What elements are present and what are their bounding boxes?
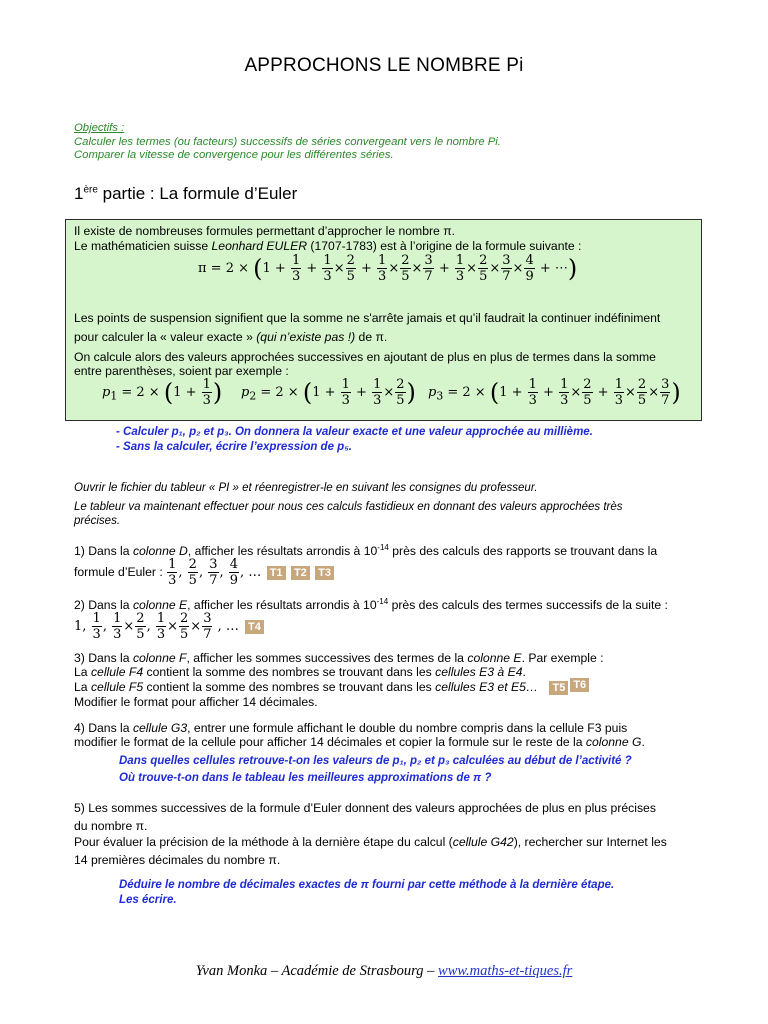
cell: cellule G42	[452, 835, 514, 849]
fraction: $\frac{1}{3}$	[323, 253, 332, 284]
tag-t3[interactable]: T3	[315, 566, 334, 580]
step3-line-4: Modifier le format pour afficher 14 décimales.	[74, 695, 318, 709]
step2-line-1	[74, 597, 668, 612]
step3-line-1	[74, 651, 604, 665]
cell: cellule G3	[132, 721, 188, 735]
part-heading	[74, 184, 297, 204]
ellipsis: , …	[240, 565, 262, 580]
t: La	[74, 665, 91, 679]
t: , afficher les sommes successives des termes de la	[186, 651, 468, 665]
step5-line-4: 14 premières décimales du nombre π.	[74, 853, 281, 867]
step3-line-2	[74, 665, 526, 679]
footer-link[interactable]: www.maths-et-tiques.fr	[438, 963, 573, 979]
p3-formula: $p_3 = 2 \times (1$ + $\frac{1}{3}$ + $\frac{1}{3}$ × $\frac{2}{5}$ + $\frac{1}{3}$ × $\frac{2}{5}$ × $\frac{3}{7}$ )	[428, 377, 681, 408]
step4-question-1: Dans quelles cellules retrouve-t-on les valeurs de p₁, p₂ et p₃ calculées au début de l’activité ?	[119, 755, 632, 767]
page-title: APPROCHONS LE NOMBRE Pi	[244, 55, 524, 76]
susp-line-2	[74, 330, 387, 344]
paren-open: (	[253, 254, 263, 283]
tableur-line-1: Le tableur va maintenant effectuer pour nous ces calculs fastidieux en donnant des valeurs approchées très	[74, 501, 623, 513]
t: 1) Dans la	[74, 544, 133, 559]
step5-question-1: Déduire le nombre de décimales exactes de π fourni par cette méthode à la dernière étape.	[119, 879, 615, 891]
step5-line-2: du nombre π.	[74, 819, 148, 833]
susp2-b: de π.	[355, 330, 388, 344]
t: Pour évaluer la précision de la méthode à la dernière étape du calcul (	[74, 835, 453, 849]
tag-t4[interactable]: T4	[245, 620, 264, 634]
t: . Par exemple :	[521, 651, 604, 665]
col: colonne E	[132, 598, 188, 613]
approx-line-2: entre parenthèses, soient par exemple :	[74, 364, 289, 378]
approx-line-1: On calcule alors des valeurs approchées successives en ajoutant de plus en plus de termes dans la somme	[74, 350, 656, 364]
ratio: $\frac{1}{3}$	[168, 557, 177, 588]
t: formule d’Euler :	[74, 565, 167, 579]
cells: cellules E3 à E4	[435, 665, 523, 679]
step1-line-1	[74, 543, 657, 558]
t: , entrer une formule affichant le double du nombre compris dans la cellule F3 puis	[187, 721, 628, 735]
objective-item: Calculer les termes (ou facteurs) successifs de séries convergeant vers le nombre Pi.	[74, 135, 501, 148]
t: .	[641, 735, 645, 749]
col: colonne F	[132, 651, 187, 665]
part-title: partie : La formule d’Euler	[97, 184, 298, 203]
formula-lhs: π = 2 ×	[198, 261, 254, 276]
step4-question-2: Où trouve-t-on dans le tableau les meilleures approximations de π ?	[119, 772, 492, 784]
t: 2) Dans la	[74, 598, 133, 613]
cell: cellule F4	[90, 665, 144, 679]
t: contient la somme des nombres se trouvant dans les	[143, 665, 436, 679]
p2-formula: $p_2 = 2 \times (1$ + $\frac{1}{3}$ + $\frac{1}{3}$ × $\frac{2}{5}$ )	[241, 377, 416, 408]
task-2: - Sans la calculer, écrire l’expression de p₅.	[116, 441, 352, 453]
objectives	[74, 122, 501, 163]
euler-box	[65, 219, 702, 421]
euler-intro-2	[74, 239, 581, 253]
ratio: $\frac{3}{7}$	[209, 557, 218, 588]
euler-formula: π = 2 × (1 + $\frac{1}{3}$ + $\frac{1}{3}$ × $\frac{2}{5}$ + $\frac{1}{3}$ × $\frac{2}{5}$ × $\frac{3}{7}$ + $\frac{1}{3}$ × $\frac{2}{5}$ × $\frac{3}{7}$ × $\frac{4}{9}$ + ⋯)	[198, 253, 578, 284]
intro2-b: (1707-1783) est à l’origine de la formule suivante :	[307, 239, 582, 253]
fraction: $\frac{1}{3}$	[455, 253, 465, 284]
intro2-a: Le mathématicien suisse	[74, 239, 212, 253]
ratio: $\frac{4}{9}$	[229, 557, 239, 588]
t: ), rechercher sur Internet les	[513, 835, 667, 849]
task-1: - Calculer p₁, p₂ et p₃. On donnera la valeur exacte et une valeur approchée au millième.	[116, 426, 593, 438]
susp-line-1: Les points de suspension signifient que la somme ne s'arrête jamais et qu’il faudrait la continuer indéfiniment	[74, 311, 661, 325]
t: , afficher les résultats arrondis à 10	[187, 598, 377, 613]
susp2-it: (qui n’existe pas !)	[256, 330, 356, 344]
euler-name: Leonhard EULER	[211, 239, 308, 253]
step2-sequence: 1, $\frac{1}{3}$ , $\frac{1}{3}$ × $\frac{2}{5}$ , $\frac{1}{3}$ × $\frac{2}{5}$ × $\frac{3}{7}$ , … T4	[74, 612, 264, 641]
step5-question-2: Les écrire.	[119, 894, 177, 906]
tableur-line-2: précises.	[74, 515, 121, 527]
col: colonne E	[467, 651, 522, 665]
t: 3) Dans la	[74, 651, 133, 665]
t: 4) Dans la	[74, 721, 133, 735]
cells: cellules E3 et E5…	[435, 680, 539, 694]
fraction: $\frac{2}{5}$	[401, 253, 410, 284]
exp: -14	[376, 597, 389, 606]
objective-item: Comparer la vitesse de convergence pour les différentes séries.	[74, 149, 394, 161]
tag-t5[interactable]: T5	[549, 681, 568, 695]
step5-line-1: 5) Les sommes successives de la formule d’Euler donnent des valeurs approchées de plus en plus précises	[74, 801, 656, 815]
susp2-a: pour calculer la « valeur exacte »	[74, 330, 257, 344]
tag-t1[interactable]: T1	[267, 566, 286, 580]
step5-line-3	[74, 835, 667, 849]
t: près des calculs des termes successifs de la suite :	[388, 598, 668, 613]
fraction: $\frac{3}{7}$	[502, 253, 511, 284]
step4-line-1	[74, 721, 627, 735]
step4-line-2	[74, 735, 645, 749]
fraction: $\frac{1}{3}$	[378, 253, 387, 284]
footer-text: Yvan Monka – Académie de Strasbourg –	[195, 963, 439, 979]
t: près des calculs des rapports se trouvant dans la	[388, 544, 658, 559]
fraction: $\frac{1}{3}$	[291, 253, 301, 284]
step1-line-2: formule d’Euler : $\frac{1}{3}$ , $\frac{2}{5}$ , $\frac{3}{7}$ , $\frac{4}{9}$ , … T1 T2 T3	[74, 558, 334, 587]
tag-t6[interactable]: T6	[570, 678, 589, 692]
exp: -14	[377, 543, 389, 552]
p1-formula: $p_1 = 2 \times (1$ + $\frac{1}{3}$ )	[102, 377, 223, 408]
ratio: $\frac{2}{5}$	[188, 557, 197, 588]
t: La	[74, 680, 91, 694]
euler-intro-1: Il existe de nombreuses formules permettant d’approcher le nombre π.	[74, 224, 455, 238]
part-number: 1	[74, 184, 84, 203]
cell: cellule F5	[90, 680, 144, 694]
step3-line-3	[74, 680, 589, 695]
objectives-label: Objectifs :	[74, 122, 125, 134]
part-sup: ère	[83, 184, 98, 196]
col: colonne D	[132, 544, 188, 559]
t: contient la somme des nombres se trouvant dans les	[143, 680, 436, 694]
fraction: $\frac{2}{5}$	[346, 253, 355, 284]
open-file-instruction: Ouvrir le fichier du tableur « PI » et réenregistrer-le en suivant les consignes du professeur.	[74, 482, 538, 494]
t: .	[522, 665, 526, 679]
col: colonne G	[585, 735, 642, 749]
fraction: $\frac{3}{7}$	[424, 253, 433, 284]
tag-t2[interactable]: T2	[291, 566, 310, 580]
fraction: $\frac{4}{9}$	[525, 253, 534, 284]
footer	[0, 963, 768, 980]
t: modifier le format de la cellule pour afficher 14 décimales et copier la formule sur le reste de la	[74, 735, 586, 749]
paren-close: )	[567, 254, 578, 283]
t: , afficher les résultats arrondis à 10	[187, 544, 378, 559]
fraction: $\frac{2}{5}$	[479, 253, 488, 284]
